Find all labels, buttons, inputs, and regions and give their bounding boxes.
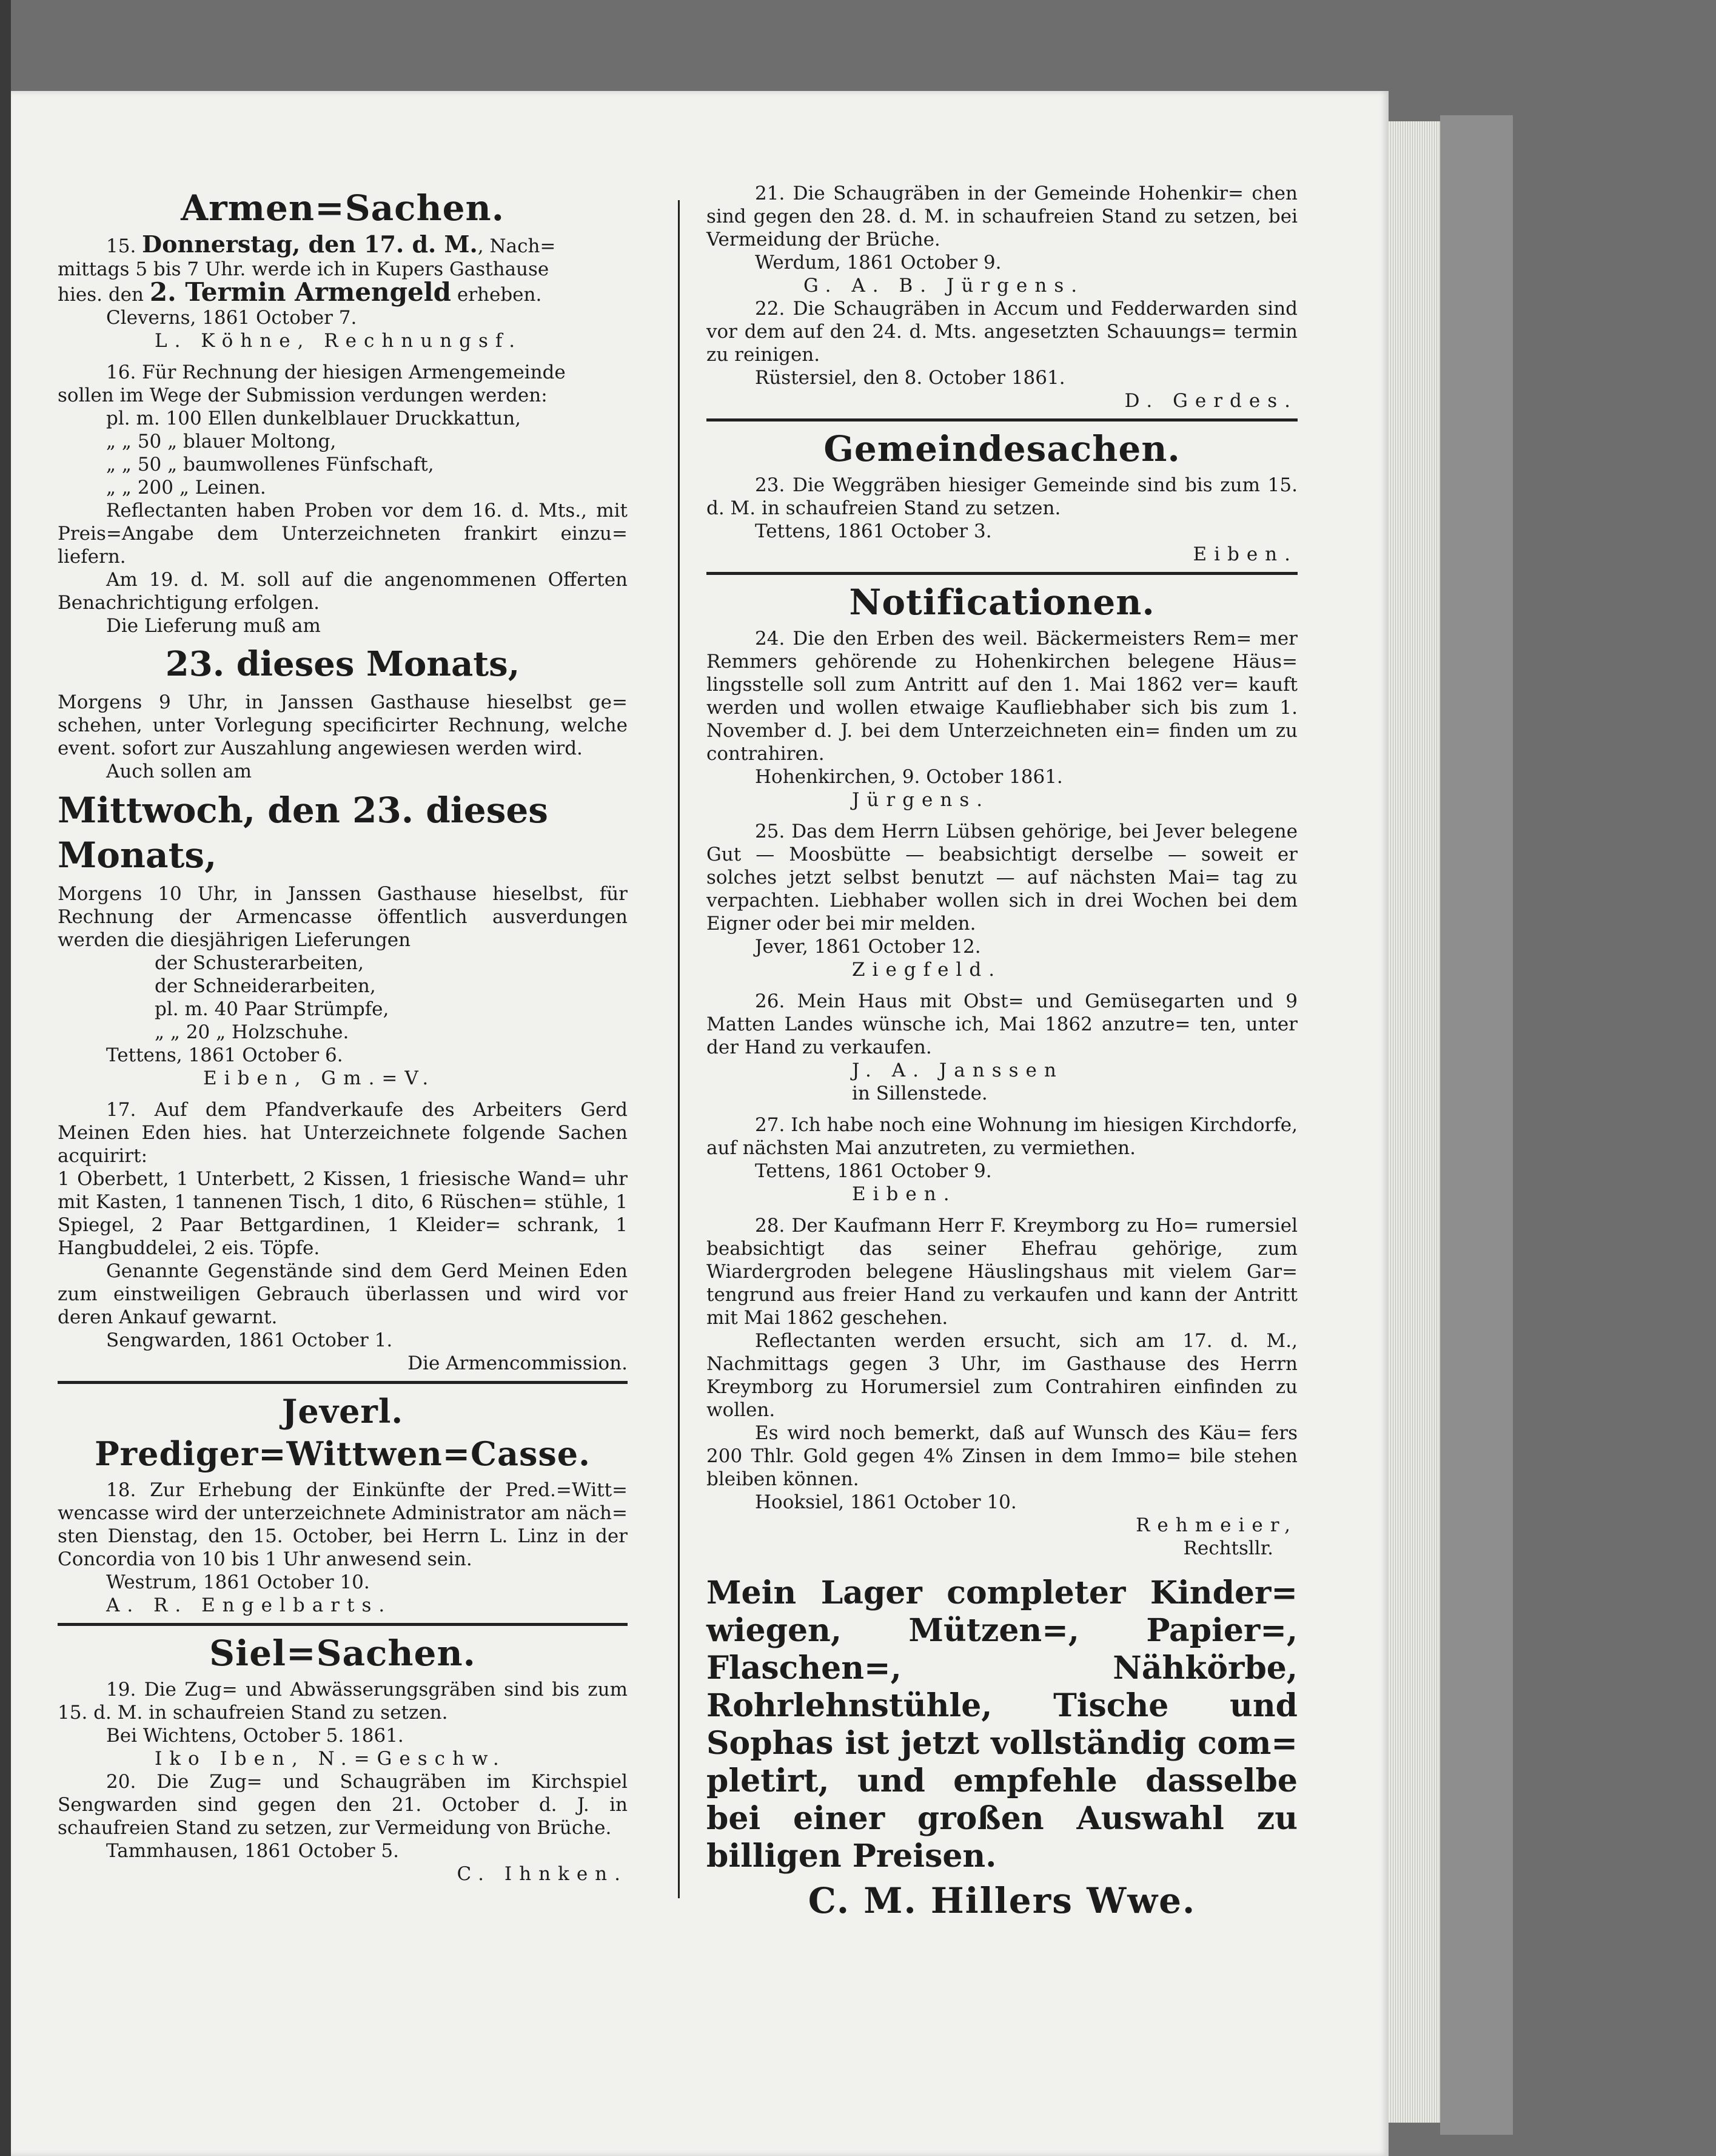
notice-26-signature-place: in Sillenstede. [852, 1083, 988, 1104]
advertisement-text: Mein Lager completer Kinder= wiegen, Mützen=, Papier=, Flaschen=, Nähkörbe, Rohrlehnstühle, Tische und Sophas ist jetzt vollständig com= pletirt, und empfehle dasselbe bei einer großen Auswahl zu billigen Preisen. [706, 1574, 1298, 1875]
notice-16-item: „ „ 200 „ Leinen. [106, 477, 266, 499]
notice-22-signature: D. Gerdes. [1124, 390, 1298, 412]
notice-27-place: Tettens, 1861 October 9. [755, 1160, 992, 1182]
notice-25-signature: Ziegfeld. [852, 959, 1002, 981]
section-rule [58, 1381, 628, 1384]
notice-19-signature: Iko Iben, N.=Geschw. [155, 1748, 506, 1770]
notice-16-paragraph: Reflectanten haben Proben vor dem 16. d. Mts., mit Preis=Angabe dem Unterzeichneten frankirt einzu= liefern. [58, 500, 628, 568]
notice-15-place: Cleverns, 1861 October 7. [106, 307, 357, 329]
notice-17-paragraph: 17. Auf dem Pfandverkaufe des Arbeiters Gerd Meinen Eden hies. hat Unterzeichnete folgende Sachen acquirirt: [58, 1099, 628, 1167]
notice-17-paragraph: Genannte Gegenstände sind dem Gerd Meinen Eden zum einstweiligen Gebrauch überlassen und wird vor deren Ankauf gewarnt. [58, 1260, 628, 1328]
notice-15-line2: mittags 5 bis 7 Uhr. werde ich in Kupers Gasthause [58, 258, 549, 280]
notice-16-item: pl. m. 100 Ellen dunkelblauer Druckkattun, [106, 408, 521, 429]
notice-15-line3: hies. den 2. Termin Armengeld erheben. [58, 277, 542, 307]
notice-16-paragraph: Die Lieferung muß am [106, 615, 321, 637]
notice-18-place: Westrum, 1861 October 10. [106, 1571, 370, 1593]
advertisement-firm-name: C. M. Hillers Wwe. [808, 1880, 1196, 1921]
notice-16-line2: sollen im Wege der Submission verdungen werden: [58, 385, 548, 406]
notice-24-place: Hohenkirchen, 9. October 1861. [755, 766, 1063, 788]
notice-22-place: Rüstersiel, den 8. October 1861. [755, 367, 1065, 389]
notice-20-place: Tammhausen, 1861 October 5. [106, 1840, 399, 1862]
notice-28-paragraph: Reflectanten werden ersucht, sich am 17. d. M., Nachmittags gegen 3 Uhr, im Gasthause des Herrn Kreymborg zu Horumersiel zum Contrahiren einfinden zu wollen. [706, 1330, 1298, 1421]
notice-20-paragraph: 20. Die Zug= und Schaugräben im Kirchspiel Sengwarden sind gegen den 21. October d. J. in schaufreien Stand zu setzen, zur Vermeidung von Brüche. [58, 1771, 628, 1839]
notice-25-place: Jever, 1861 October 12. [755, 936, 981, 958]
notice-21-paragraph: 21. Die Schaugräben in der Gemeinde Hohenkir= chen sind gegen den 28. d. M. in schaufreien Stand zu setzen, bei Vermeidung der Brüche. [706, 183, 1298, 250]
notice-24-paragraph: 24. Die den Erben des weil. Bäckermeisters Rem= mer Remmers gehörende zu Hohenkirchen belegene Häus= lingsstelle soll zum Antritt auf den 1. Mai 1862 ver= kauft werden und wollen etwaige Kaufliebhaber sich bis zum 1. November d. J. bei dem Unterzeichneten ein= finden um zu contrahiren. [706, 628, 1298, 765]
notice-16-item: der Schneiderarbeiten, [155, 975, 376, 997]
notice-28-signature: Rehmeier, [1136, 1514, 1298, 1536]
notice-21-signature: G. A. B. Jürgens. [803, 275, 1085, 297]
section-rule [58, 1623, 628, 1626]
notice-16-line1: 16. Für Rechnung der hiesigen Armengemeinde [106, 361, 566, 383]
section-rule [706, 572, 1298, 575]
notice-19-paragraph: 19. Die Zug= und Abwässerungsgräben sind bis zum 15. d. M. in schaufreien Stand zu setzen. [58, 1679, 628, 1724]
notice-23-paragraph: 23. Die Weggräben hiesiger Gemeinde sind bis zum 15. d. M. in schaufreien Stand zu setzen. [706, 474, 1298, 519]
notice-16-item: der Schusterarbeiten, [155, 952, 364, 974]
notice-16-paragraph: Morgens 10 Uhr, in Janssen Gasthause hieselbst, für Rechnung der Armencasse öffentlich ausverdungen werden die diesjährigen Lieferungen [58, 883, 628, 951]
notice-17-place: Sengwarden, 1861 October 1. [106, 1329, 393, 1351]
notice-16-paragraph: Am 19. d. M. soll auf die angenommenen Offerten Benachrichtigung erfolgen. [58, 569, 628, 614]
notice-16-signature: Eiben, Gm.=V. [203, 1067, 436, 1089]
notice-16-item: pl. m. 40 Paar Strümpfe, [155, 998, 389, 1020]
notice-18-paragraph: 18. Zur Erhebung der Einkünfte der Pred.=Witt= wencasse wird der unterzeichnete Administrator am näch= sten Dienstag, den 15. October, bei Herrn L. Linz in der Concordia von 10 bis 1 Uhr anwesend sein. [58, 1479, 628, 1570]
notice-27-paragraph: 27. Ich habe noch eine Wohnung im hiesigen Kirchdorfe, auf nächsten Mai anzutreten, zu vermiethen. [706, 1114, 1298, 1159]
notice-16-place: Tettens, 1861 October 6. [106, 1044, 343, 1066]
notice-16-item: „ „ 20 „ Holzschuhe. [155, 1021, 349, 1043]
siel-sachen-heading: Siel=Sachen. [209, 1633, 476, 1674]
notice-17-paragraph: 1 Oberbett, 1 Unterbett, 2 Kissen, 1 friesische Wand= uhr mit Kasten, 1 tannenen Tisch, 1 dito, 6 Rüschen= stühle, 1 Spiegel, 2 Paar Bettgardinen, 1 Kleider= schrank, 1 Hangbuddelei, 2 eis. Töpfe. [58, 1168, 628, 1259]
jever-prediger-heading: Jeverl. Prediger=Wittwen=Casse. [95, 1392, 591, 1473]
notice-21-place: Werdum, 1861 October 9. [755, 252, 1002, 274]
notice-26-signature: J. A. Janssen [852, 1060, 1064, 1081]
notice-16-date-headline: 23. dieses Monats, [165, 644, 520, 684]
notice-27-signature: Eiben. [852, 1183, 957, 1205]
notice-16-item: „ „ 50 „ baumwollenes Fünfschaft, [106, 454, 434, 475]
notice-28-paragraph: 28. Der Kaufmann Herr F. Kreymborg zu Ho= rumersiel beabsichtigt das seiner Ehefrau gehörige, zum Wiardergroden belegene Häuslingshaus mit vielem Gar= tengrund aus freier Hand zu verkaufen und kann der Antritt mit Mai 1862 geschehen. [706, 1215, 1298, 1329]
notice-24-signature: Jürgens. [852, 789, 990, 811]
notice-20-signature: C. Ihnken. [457, 1863, 628, 1885]
scanner-bed-edge [0, 0, 11, 2156]
notice-16-paragraph: Auch sollen am [106, 761, 252, 782]
notice-16-date-headline: Mittwoch, den 23. dieses Monats, [58, 790, 548, 876]
right-column [706, 182, 1298, 1921]
book-cover-edge [1440, 115, 1513, 2135]
left-column [58, 182, 628, 1886]
notice-28-signature-title: Rechtsllr. [1183, 1537, 1273, 1559]
notice-22-paragraph: 22. Die Schaugräben in Accum und Fedderwarden sind vor dem auf den 24. d. Mts. angesetzten Schauungs= termin zu reinigen. [706, 298, 1298, 366]
notice-16-paragraph: Morgens 9 Uhr, in Janssen Gasthause hieselbst ge= schehen, unter Vorlegung specificirter Rechnung, welche event. sofort zur Auszahlung angewiesen werden wird. [58, 691, 628, 759]
notice-18-signature: A. R. Engelbarts. [106, 1594, 392, 1616]
column-divider [678, 200, 680, 1898]
notice-28-place: Hooksiel, 1861 October 10. [755, 1491, 1017, 1513]
notice-25-paragraph: 25. Das dem Herrn Lübsen gehörige, bei Jever belegene Gut — Moosbütte — beabsichtigt derselbe — soweit er solches jetzt selbst benutzt — auf nächsten Mai= tag zu verpachten. Liebhaber wollen sich in drei Wochen bei dem Eigner oder bei mir melden. [706, 821, 1298, 935]
notice-15-signature: L. Köhne, Rechnungsf. [155, 330, 523, 352]
notice-26-paragraph: 26. Mein Haus mit Obst= und Gemüsegarten und 9 Matten Landes wünsche ich, Mai 1862 anzutre= ten, unter der Hand zu verkaufen. [706, 990, 1298, 1058]
notice-23-signature: Eiben. [1193, 543, 1298, 565]
notice-23-place: Tettens, 1861 October 3. [755, 520, 992, 542]
notificationen-heading: Notificationen. [849, 582, 1155, 623]
notice-28-paragraph: Es wird noch bemerkt, daß auf Wunsch des Käu= fers 200 Thlr. Gold gegen 4% Zinsen in dem Immo= bile stehen bleiben können. [706, 1422, 1298, 1490]
notice-15-line1: 15. Donnerstag, den 17. d. M., Nach= [106, 230, 556, 258]
gemeindesachen-heading: Gemeindesachen. [823, 428, 1181, 469]
notice-19-place: Bei Wichtens, October 5. 1861. [106, 1725, 404, 1747]
notice-16-item: „ „ 50 „ blauer Moltong, [106, 431, 337, 452]
book-page-edges [1389, 121, 1440, 2123]
armen-sachen-heading: Armen=Sachen. [181, 187, 504, 229]
section-rule [706, 418, 1298, 421]
notice-17-signature: Die Armencommission. [407, 1352, 628, 1374]
